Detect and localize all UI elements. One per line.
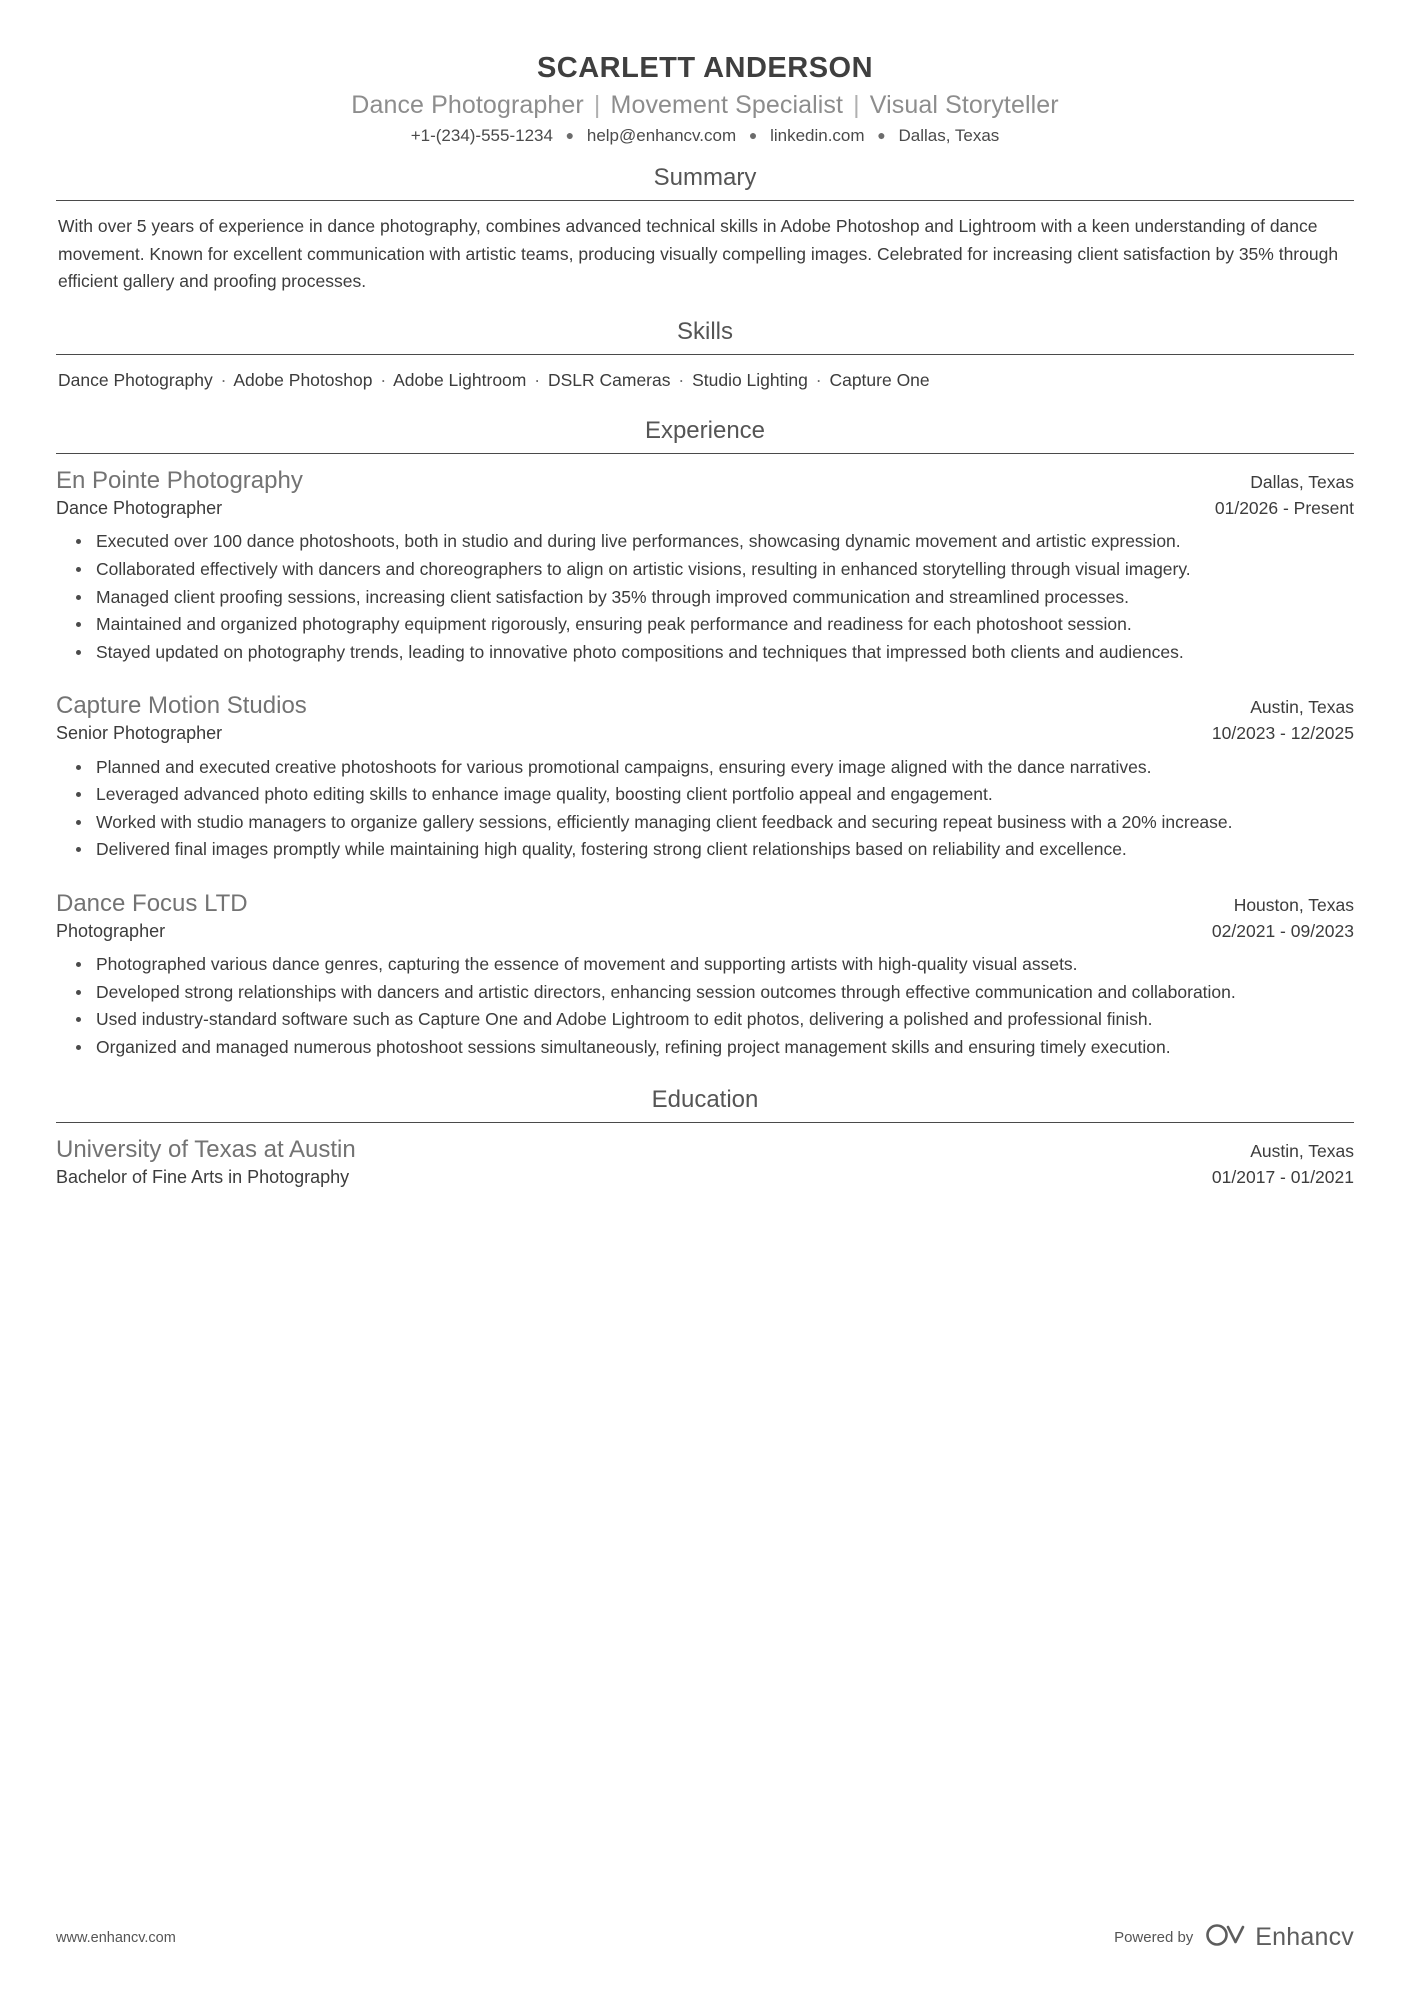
- skill-item: Adobe Photoshop: [233, 369, 373, 390]
- contact-location: Dallas, Texas: [898, 126, 1000, 145]
- list-item: Managed client proofing sessions, increasing client satisfaction by 35% through improved communication and streamlined processes.: [86, 584, 1354, 611]
- education-entry: [56, 1135, 1354, 1190]
- summary-text: With over 5 years of experience in dance photography, combines advanced technical skills in Adobe Photoshop and Lightroom with a keen understanding of dance movement. Known for excellent communication with artistic teams, producing visually compelling images. Celebrated for increasing client satisfaction by 35% through efficient gallery and proofing processes.: [58, 216, 1339, 292]
- entry-dates: 01/2026 - Present: [1214, 498, 1354, 519]
- list-item: Used industry-standard software such as Capture One and Adobe Lightroom to edit photos, delivering a polished and professional finish.: [86, 1006, 1354, 1033]
- skills-list: [56, 367, 1354, 393]
- entry-degree: Bachelor of Fine Arts in Photography: [56, 1167, 350, 1188]
- entry-subheader-row: [56, 1165, 1354, 1190]
- page-title: SCARLETT ANDERSON: [536, 52, 874, 84]
- brand-name: Enhancv: [1255, 1923, 1354, 1951]
- entry-header-row: [56, 691, 1354, 721]
- contact-website[interactable]: linkedin.com: [770, 126, 865, 145]
- entry-organization: Dance Focus LTD: [56, 889, 248, 917]
- contact-phone: +1-(234)-555-1234: [410, 126, 553, 145]
- page-footer: [56, 1922, 1354, 1953]
- headline-part-3: Visual Storyteller: [869, 91, 1059, 119]
- list-item: Organized and managed numerous photoshoot sessions simultaneously, refining project management skills and ensuring timely execution.: [86, 1034, 1354, 1061]
- list-item: Collaborated effectively with dancers and choreographers to align on artistic visions, resulting in enhanced storytelling through visual imagery.: [86, 556, 1354, 583]
- headline-separator: |: [853, 91, 860, 119]
- brand-lockup[interactable]: [1205, 1922, 1354, 1953]
- entry-dates: 10/2023 - 12/2025: [1211, 723, 1354, 744]
- headline-part-2: Movement Specialist: [610, 91, 844, 119]
- entry-location: Houston, Texas: [1233, 894, 1354, 915]
- bullet-separator-icon: ●: [565, 127, 575, 143]
- skill-separator: ·: [678, 369, 685, 390]
- entry-subheader-row: [56, 496, 1354, 521]
- entry-dates: 02/2021 - 09/2023: [1211, 920, 1354, 941]
- entry-subheader-row: [56, 919, 1354, 944]
- entry-organization: University of Texas at Austin: [56, 1136, 356, 1164]
- divider: [56, 1122, 1354, 1123]
- divider: [56, 453, 1354, 454]
- divider: [56, 354, 1354, 355]
- divider: [56, 200, 1354, 201]
- section-summary: [56, 164, 1354, 296]
- bullet-separator-icon: ●: [748, 127, 758, 143]
- skill-separator: ·: [220, 369, 227, 390]
- list-item: Worked with studio managers to organize gallery sessions, efficiently managing client feedback and securing repeat business with a 20% increase.: [86, 809, 1354, 836]
- professional-headline: [56, 91, 1354, 120]
- list-item: Planned and executed creative photoshoots for various promotional campaigns, ensuring every image aligned with the dance narratives.: [86, 754, 1354, 781]
- headline-separator: |: [593, 91, 601, 119]
- entry-bullet-list: [56, 528, 1354, 665]
- skill-separator: ·: [534, 369, 541, 390]
- experience-entry: [56, 691, 1354, 863]
- section-education: [56, 1086, 1354, 1190]
- experience-entries: [56, 466, 1354, 1060]
- section-skills: [56, 318, 1354, 393]
- entry-organization: En Pointe Photography: [56, 467, 303, 495]
- section-title-education: Education: [651, 1086, 759, 1114]
- skill-separator: ·: [815, 369, 822, 390]
- list-item: Leveraged advanced photo editing skills to enhance image quality, boosting client portfolio appeal and engagement.: [86, 781, 1354, 808]
- powered-by-label: Powered by: [1114, 1929, 1194, 1946]
- list-item: Developed strong relationships with dancers and artistic directors, enhancing session outcomes through effective communication and collaboration.: [86, 979, 1354, 1006]
- section-experience: [56, 417, 1354, 1060]
- entry-location: Austin, Texas: [1250, 1141, 1354, 1162]
- contact-line: [56, 126, 1354, 146]
- skill-item: Dance Photography: [58, 369, 213, 390]
- list-item: Delivered final images promptly while maintaining high quality, fostering strong client relationships based on reliability and excellence.: [86, 836, 1354, 863]
- powered-by-block: [1114, 1922, 1354, 1953]
- section-title-experience: Experience: [644, 417, 766, 445]
- section-title-summary: Summary: [653, 164, 757, 191]
- entry-location: Dallas, Texas: [1250, 472, 1354, 493]
- skill-item: Adobe Lightroom: [393, 369, 527, 390]
- list-item: Maintained and organized photography equipment rigorously, ensuring peak performance and readiness for each photoshoot session.: [86, 611, 1354, 638]
- skill-item: Capture One: [829, 369, 930, 390]
- list-item: Stayed updated on photography trends, leading to innovative photo compositions and techniques that impressed both clients and audiences.: [86, 639, 1354, 666]
- footer-website-link[interactable]: www.enhancv.com: [56, 1929, 176, 1946]
- entry-subheader-row: [56, 721, 1354, 746]
- list-item: Executed over 100 dance photoshoots, both in studio and during live performances, showcasing dynamic movement and artistic expression.: [86, 528, 1354, 555]
- entry-bullet-list: [56, 754, 1354, 863]
- headline-part-1: Dance Photographer: [351, 91, 584, 119]
- section-title-skills: Skills: [676, 317, 733, 345]
- entry-header-row: [56, 1135, 1354, 1165]
- experience-entry: [56, 466, 1354, 665]
- experience-entry: [56, 889, 1354, 1061]
- enhancv-logo-icon: [1205, 1922, 1247, 1953]
- resume-header: [56, 52, 1354, 146]
- entry-organization: Capture Motion Studios: [56, 692, 307, 720]
- entry-header-row: [56, 466, 1354, 496]
- entry-bullet-list: [56, 951, 1354, 1060]
- skill-item: DSLR Cameras: [547, 369, 671, 390]
- entry-header-row: [56, 889, 1354, 919]
- entry-role: Photographer: [56, 920, 166, 941]
- entry-location: Austin, Texas: [1250, 697, 1354, 718]
- contact-email[interactable]: help@enhancv.com: [586, 126, 737, 145]
- entry-role: Dance Photographer: [56, 498, 223, 519]
- entry-dates: 01/2017 - 01/2021: [1211, 1167, 1354, 1188]
- list-item: Photographed various dance genres, capturing the essence of movement and supporting artists with high-quality visual assets.: [86, 951, 1354, 978]
- skill-item: Studio Lighting: [692, 369, 808, 390]
- bullet-separator-icon: ●: [877, 127, 886, 143]
- skill-separator: ·: [380, 369, 387, 390]
- entry-role: Senior Photographer: [56, 723, 223, 744]
